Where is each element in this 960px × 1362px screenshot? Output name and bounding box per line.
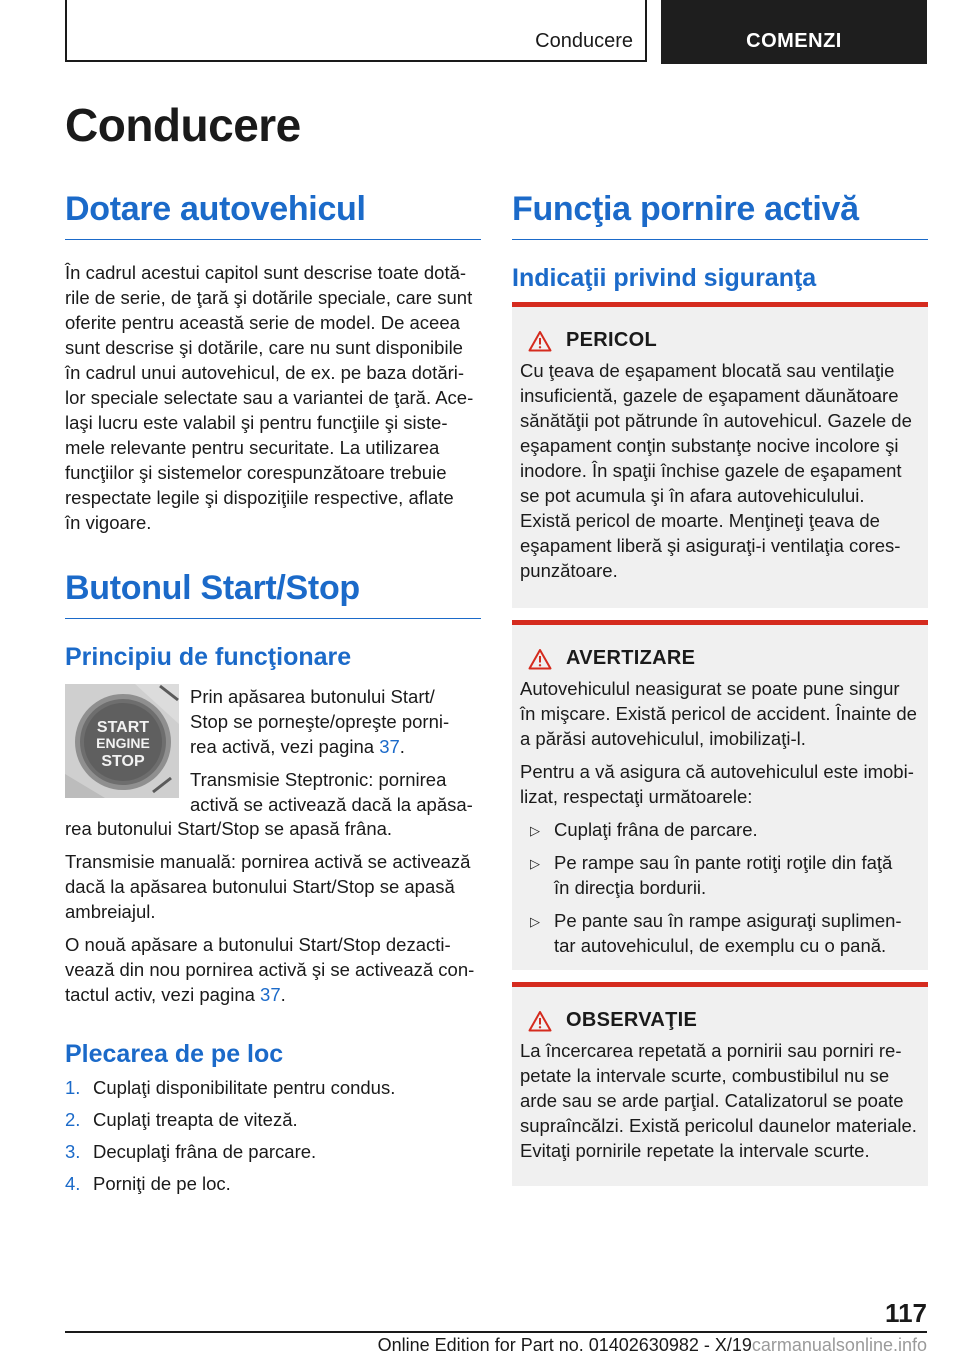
side-paragraphs (190, 684, 485, 817)
danger-line: sănătăţii pot pătrunde în autovehicul. Gazele de (520, 410, 912, 431)
intro-line: lor speciale selectate sau a variantei de ţară. Ace- (65, 387, 474, 408)
start-stop-section (65, 569, 481, 672)
para-line: rea butonului Start/Stop se apasă frâna. (65, 818, 393, 839)
danger-line: eşapament liberă şi asiguraţi-i ventilaţia cores- (520, 535, 901, 556)
section-title-pornire-activa: Funcţia pornire activă (512, 190, 928, 240)
subsection-title-plecarea: Plecarea de pe loc (65, 1040, 284, 1068)
steps-list (65, 1075, 481, 1196)
warning-header (520, 647, 920, 670)
notice-line: La încercarea repetată a pornirii sau porniri re- (520, 1040, 902, 1061)
danger-line: eşapament conţin substanţe nocive incolore şi (520, 435, 899, 456)
page-title: Conducere (65, 99, 301, 151)
plecarea-section (65, 1040, 481, 1203)
page-link-37[interactable]: 37 (260, 984, 281, 1005)
intro-line: mele relevante pentru securitate. La utilizarea (65, 437, 440, 458)
para-line: tactul activ, vezi pagina 37. (65, 984, 286, 1005)
page-link-37[interactable]: 37 (379, 736, 400, 757)
warning-triangle-icon (528, 1010, 552, 1032)
warning-label: AVERTIZARE (566, 647, 696, 669)
page-header (65, 0, 927, 64)
para-line: activă se activează dacă la apăsa- (190, 794, 473, 815)
list-item: ▷ Pe rampe sau în pante rotiţi roţile din faţă în direcţia bordurii. (530, 852, 893, 898)
button-label-engine: ENGINE (96, 735, 150, 751)
para-line: O nouă apăsare a butonului Start/Stop dezacti- (65, 934, 451, 955)
subsection-title-principiu: Principiu de funcţionare (65, 643, 352, 671)
notice-header (520, 1009, 920, 1032)
list-item: 1. Cuplaţi disponibilitate pentru condus. (65, 1077, 396, 1098)
para-line: ambreiajul. (65, 901, 156, 922)
intro-line: în vigoare. (65, 512, 152, 533)
para-line: vează din nou pornirea activă şi se activează con- (65, 959, 475, 980)
warning-bullets (520, 817, 920, 958)
notice-line: petate la intervale scurte, combustibilul nu se (520, 1065, 890, 1086)
para-line: Transmisie manuală: pornirea activă se activează (65, 851, 471, 872)
list-item: 2. Cuplaţi treapta de viteză. (65, 1109, 298, 1130)
bullet-triangle-icon: ▷ (530, 914, 540, 929)
right-column (512, 190, 928, 293)
footer-divider (65, 1331, 927, 1333)
para-line: Stop se porneşte/opreşte porni- (190, 711, 450, 732)
subsection-title-siguranta: Indicaţii privind siguranţa (512, 264, 817, 292)
para-line: Prin apăsarea butonului Start/ (190, 686, 435, 707)
list-item: 3. Decuplaţi frâna de parcare. (65, 1141, 317, 1162)
button-label-start: START (96, 719, 150, 736)
section-title-start-stop: Butonul Start/Stop (65, 569, 481, 619)
button-label-stop: STOP (101, 753, 145, 770)
start-stop-block (65, 684, 481, 815)
notice-line: supraîncălzi. Există pericolul daunelor materiale. (520, 1115, 917, 1136)
warning-line: a părăsi autovehiculul, imobilizaţi-l. (520, 728, 806, 749)
para-line: rea activă, vezi pagina 37. (190, 736, 405, 757)
intro-line: laşi lucru este valabil şi pentru funcţiile şi siste- (65, 412, 448, 433)
danger-line: Există pericol de moarte. Menţineţi ţeava de (520, 510, 880, 531)
danger-line: insuficientă, gazele de eşapament dăunătoare (520, 385, 899, 406)
bullet-triangle-icon: ▷ (530, 823, 540, 838)
warning-triangle-icon (528, 648, 552, 670)
intro-line: funcţiilor şi sistemelor corespunzătoare trebuie (65, 462, 447, 483)
danger-header (520, 329, 920, 352)
notice-line: Evitaţi pornirile repetate la intervale scurte. (520, 1140, 870, 1161)
para-line: Transmisie Steptronic: pornirea (190, 769, 447, 790)
header-section-tab (65, 0, 647, 62)
warning-line: Pentru a vă asigura că autovehiculul este imobi- (520, 761, 914, 782)
intro-line: în cadrul unui autovehicul, de ex. pe baza dotări- (65, 362, 465, 383)
watermark: carmanualsonline.info (751, 1335, 927, 1355)
intro-line: rile de serie, de ţară şi dotările speciale, care sunt (65, 287, 473, 308)
danger-line: inodore. În spaţii închise gazele de eşapament (520, 460, 902, 481)
intro-line: sunt descrise şi dotările, care nu sunt disponibile (65, 337, 463, 358)
intro-paragraph (65, 260, 481, 535)
danger-line: punzătoare. (520, 560, 618, 581)
header-chapter-label: COMENZI (746, 30, 842, 52)
danger-line: Cu ţeava de eşapament blocată sau ventilaţie (520, 360, 895, 381)
warning-line: în mişcare. Există pericol de accident. Înainte de (520, 703, 917, 724)
warning-box (512, 620, 928, 970)
section-title-dotare: Dotare autovehicul (65, 190, 481, 240)
page-number: 117 (885, 1298, 927, 1328)
intro-line: În cadrul acestui capitol sunt descrise toate dotă- (65, 262, 467, 283)
start-stop-text (65, 816, 481, 1007)
warning-line: Autovehiculul neasigurat se poate pune singur (520, 678, 900, 699)
notice-box (512, 982, 928, 1186)
warning-line: lizat, respectaţi următoarele: (520, 786, 753, 807)
header-chapter-tab (661, 0, 927, 64)
header-section-label: Conducere (535, 30, 633, 52)
footer-edition: Online Edition for Part no. 01402630982 - X/19carmanualsonline.info (377, 1335, 927, 1355)
intro-line: respectate legile şi dispoziţiile respective, aflate (65, 487, 454, 508)
bullet-triangle-icon: ▷ (530, 856, 540, 871)
para-line: dacă la apăsarea butonului Start/Stop se apasă (65, 876, 455, 897)
left-column (65, 190, 481, 535)
intro-line: oferite pentru această serie de model. De aceea (65, 312, 460, 333)
list-item: ▷ Pe pante sau în rampe asiguraţi suplimen- tar autovehiculul, de exemplu cu o pană. (530, 910, 902, 956)
notice-label: OBSERVAŢIE (566, 1009, 698, 1031)
danger-label: PERICOL (566, 329, 657, 351)
list-item: 4. Porniţi de pe loc. (65, 1173, 231, 1194)
danger-line: se pot acumula şi în afara autovehiculului. (520, 485, 865, 506)
notice-line: arde sau se arde parţial. Catalizatorul se poate (520, 1090, 904, 1111)
list-item: ▷ Cuplaţi frâna de parcare. (520, 817, 920, 842)
warning-triangle-icon (528, 330, 552, 352)
start-stop-button-image (65, 684, 179, 798)
danger-box (512, 302, 928, 608)
